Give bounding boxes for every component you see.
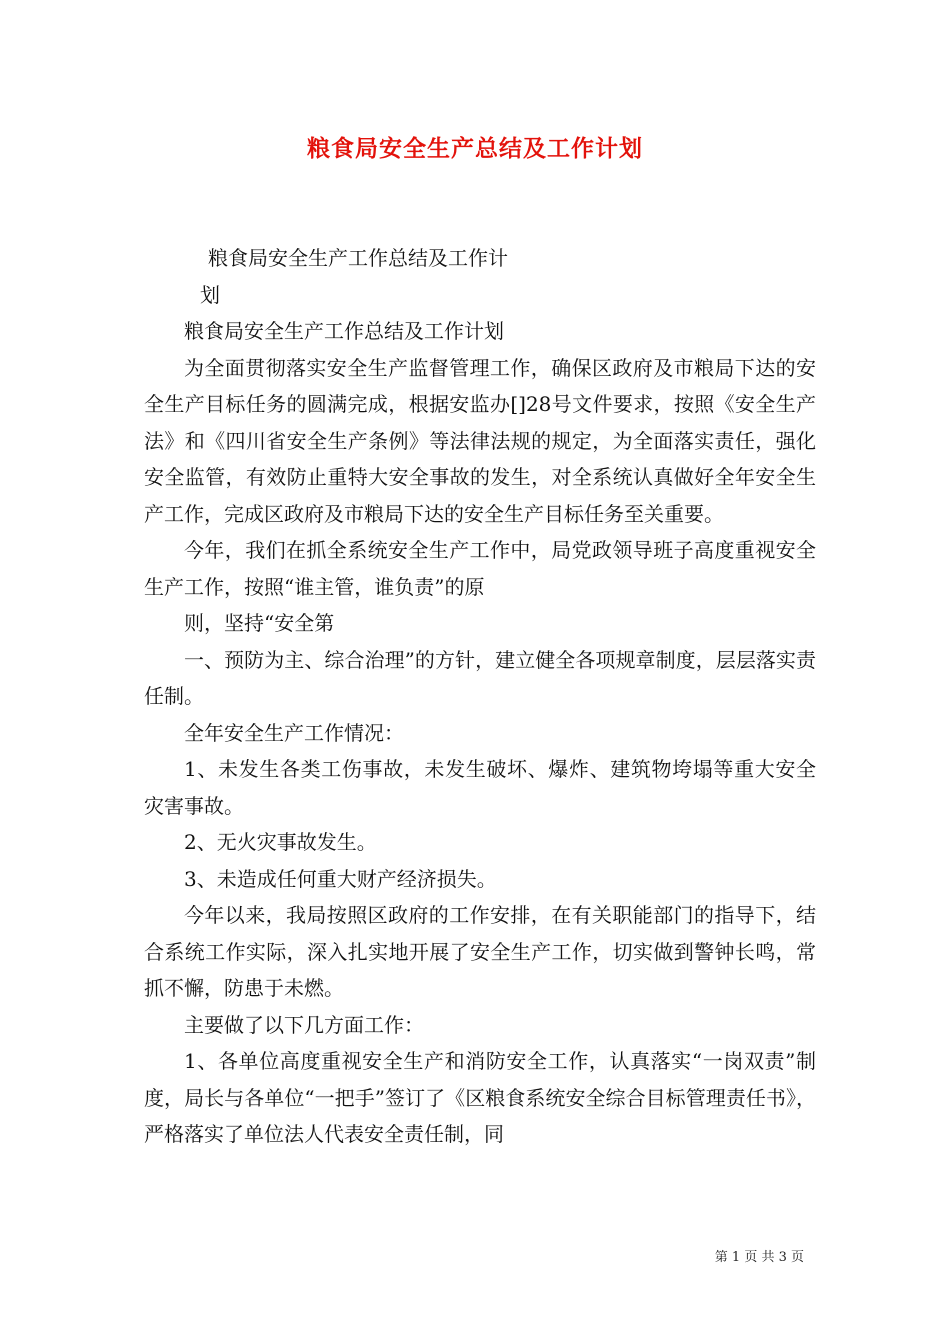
paragraph: 1、各单位高度重视安全生产和消防安全工作，认真落实“一岗双责”制度，局长与各单位“一把手”签订了《区粮食系统安全综合目标管理责任书》，严格落实了单位法人代表安全责任制，同 [144,1049,816,1146]
paragraph: 2、无火灾事故发生。 [184,830,377,854]
paragraph: 今年，我们在抓全系统安全生产工作中，局党政领导班子高度重视安全生产工作，按照“谁主管，谁负责”的原 [144,538,816,599]
document-body [144,240,816,1153]
paragraph: 则，坚持“安全第 [184,611,335,635]
paragraph: 今年以来，我局按照区政府的工作安排，在有关职能部门的指导下，结合系统工作实际，深入扎实地开展了安全生产工作，切实做到警钟长鸣，常抓不懈，防患于未燃。 [144,903,816,1000]
paragraph: 粮食局安全生产工作总结及工作计 [208,246,508,270]
paragraph: 划 [200,282,220,307]
paragraph: 全年安全生产工作情况： [184,720,404,745]
paragraph: 1、未发生各类工伤事故，未发生破坏、爆炸、建筑物垮塌等重大安全灾害事故。 [144,757,816,818]
paragraph: 为全面贯彻落实安全生产监督管理工作，确保区政府及市粮局下达的安全生产目标任务的圆满完成，根据安监办[]28号文件要求，按照《安全生产法》和《四川省安全生产条例》等法律法规的规定，为全面落实责任，强化安全监管，有效防止重特大安全事故的发生，对全系统认真做好全年安全生产工作，完成区政府及市粮局下达的安全生产目标任务至关重要。 [144,355,816,526]
paragraph: 一、预防为主、综合治理”的方针，建立健全各项规章制度，层层落实责任制。 [144,647,816,708]
paragraph: 粮食局安全生产工作总结及工作计划 [184,319,504,343]
page-number: 第 1 页 共 3 页 [714,1250,804,1265]
document-title: 粮食局安全生产总结及工作计划 [307,135,643,162]
paragraph: 主要做了以下几方面工作： [184,1012,424,1037]
paragraph: 3、未造成任何重大财产经济损失。 [184,866,497,891]
